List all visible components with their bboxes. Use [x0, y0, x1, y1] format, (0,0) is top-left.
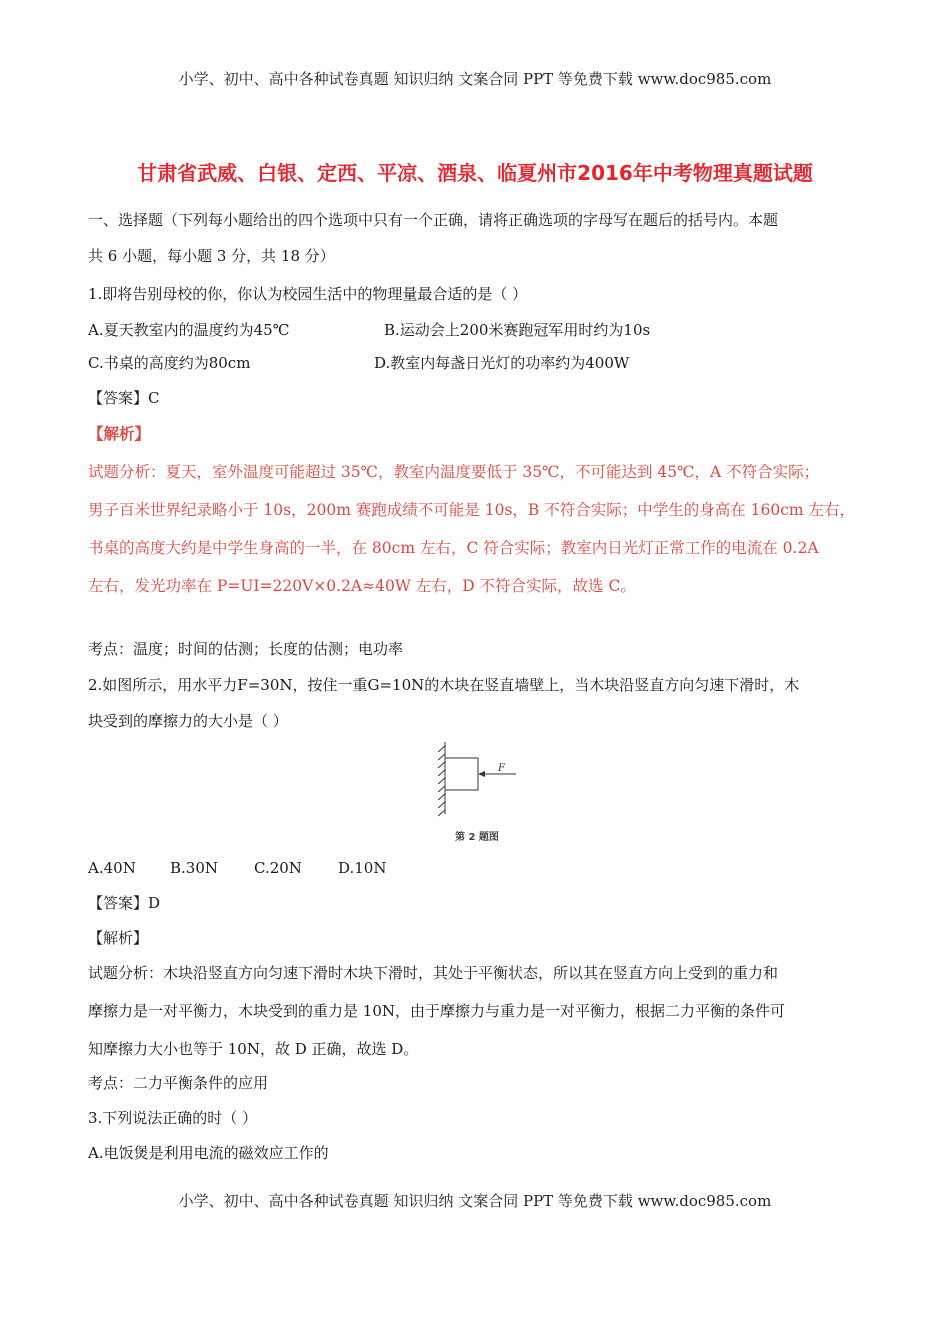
q2-figure-wall-block: [432, 738, 522, 842]
force-label: F: [498, 763, 505, 774]
force-arrowhead: [478, 771, 485, 777]
q1-kaodian: 考点：温度；时间的估测；长度的估测；电功率: [88, 640, 404, 658]
section-intro-line1: 一、选择题（下列每小题给出的四个选项中只有一个正确，请将正确选项的字母写在题后的括号内。本题: [88, 211, 779, 229]
q2-analysis-line2: 摩擦力是一对平衡力，木块受到的重力是 10N，由于摩擦力与重力是一对平衡力，根据二力平衡的条件可: [88, 1002, 785, 1020]
q2-option-c: C.20N: [254, 859, 302, 877]
q2-option-d: D.10N: [338, 859, 387, 877]
q2-analysis-line1: 试题分析：木块沿竖直方向匀速下滑时木块下滑时，其处于平衡状态，所以其在竖直方向上受到的重力和: [88, 964, 779, 982]
q3-stem: 3.下列说法正确的时（ ）: [88, 1109, 258, 1127]
section-intro-line2: 共 6 小题，每小题 3 分，共 18 分）: [88, 247, 335, 265]
q2-stem-line1: 2.如图所示，用水平力F=30N，按住一重G=10N的木块在竖直墙壁上，当木块沿竖直方向匀速下滑时，木: [88, 676, 800, 694]
wall-hatching: [438, 742, 445, 816]
q2-figure-caption: 第 2 题图: [455, 832, 499, 843]
q1-option-a: A.夏天教室内的温度约为45℃: [88, 321, 290, 339]
q2-option-a: A.40N: [88, 859, 136, 877]
q1-analysis-label: 【解析】: [88, 424, 151, 443]
q1-option-c: C.书桌的高度约为80cm: [88, 354, 251, 372]
q1-analysis-line4: 左右，发光功率在 P=UI=220V×0.2A≈40W 左右，D 不符合实际，故选 C。: [88, 577, 636, 595]
page-footer: 小学、初中、高中各种试卷真题 知识归纳 文案合同 PPT 等免费下载 www.doc985.com: [178, 1192, 772, 1210]
q1-option-d: D.教室内每盏日光灯的功率约为400W: [374, 354, 630, 372]
q1-analysis-line2: 男子百米世界纪录略小于 10s，200m 赛跑成绩不可能是 10s，B 不符合实际；中学生的身高在 160cm 左右，: [88, 501, 856, 519]
q1-analysis-line1: 试题分析：夏天，室外温度可能超过 35℃，教室内温度要低于 35℃，不可能达到 45℃，A 不符合实际；: [88, 463, 820, 481]
q2-answer: 【答案】D: [88, 894, 161, 912]
q2-kaodian: 考点：二力平衡条件的应用: [88, 1074, 269, 1092]
q2-analysis-label: 【解析】: [88, 929, 149, 947]
q1-answer: 【答案】C: [88, 389, 160, 407]
q1-stem: 1.即将告别母校的你，你认为校园生活中的物理量最合适的是（ ）: [88, 285, 528, 303]
q3-option-a: A.电饭煲是利用电流的磁效应工作的: [88, 1144, 329, 1162]
q1-option-b: B.运动会上200米赛跑冠军用时约为10s: [384, 321, 651, 339]
wooden-block: [445, 758, 478, 790]
q2-option-b: B.30N: [170, 859, 219, 877]
q1-analysis-line3: 书桌的高度大约是中学生身高的一半，在 80cm 左右，C 符合实际；教室内日光灯正常工作的电流在 0.2A: [88, 539, 819, 557]
page-header: 小学、初中、高中各种试卷真题 知识归纳 文案合同 PPT 等免费下载 www.doc985.com: [178, 70, 772, 88]
page-title: 甘肃省武威、白银、定西、平凉、酒泉、临夏州市2016年中考物理真题试题: [137, 161, 813, 185]
q2-analysis-line3: 知摩擦力大小也等于 10N，故 D 正确，故选 D。: [88, 1040, 419, 1058]
q2-stem-line2: 块受到的摩擦力的大小是（ ）: [88, 712, 288, 730]
